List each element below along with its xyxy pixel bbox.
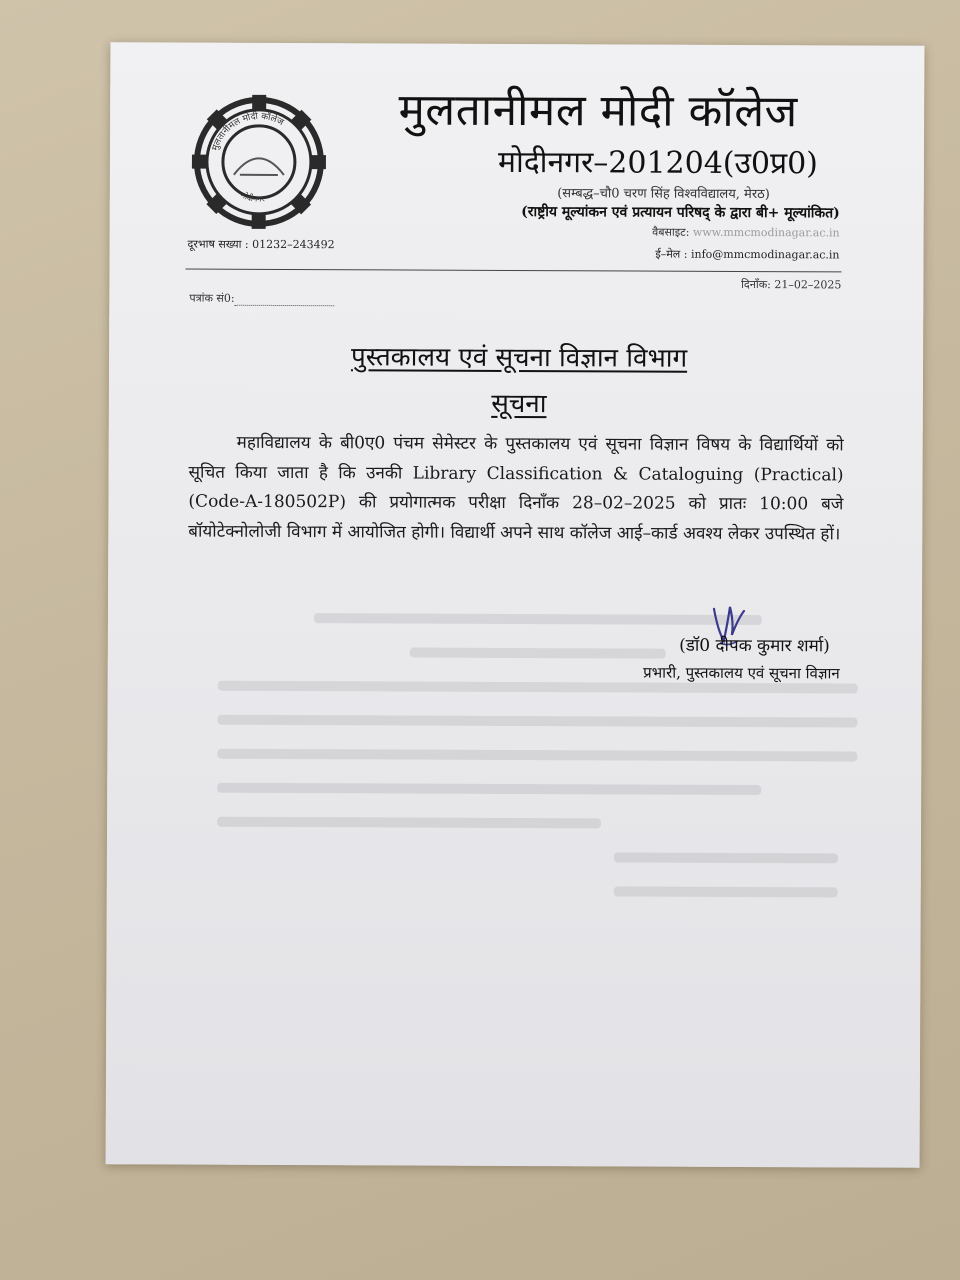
phone-label: दूरभाष सख्या :: [187, 237, 249, 251]
website-label: वैबसाइट:: [652, 225, 690, 239]
college-city-line: मोदीनगर–201204(उ0प्र0): [498, 144, 819, 182]
affiliation-line: (सम्बद्ध–चौ0 चरण सिंह विश्वविद्यालय, मेरठ): [557, 186, 770, 203]
notice-heading: सूचना: [491, 388, 547, 420]
signatory-title: प्रभारी, पुस्तकालय एवं सूचना विज्ञान: [643, 663, 840, 683]
accreditation-line: (राष्ट्रीय मूल्यांकन एवं प्रत्यायन परिषद् के द्वारा बी+ मूल्यांकित): [521, 204, 840, 222]
website-link[interactable]: www.mmcmodinagar.ac.in: [692, 225, 840, 240]
signatory-name: (डॉ0 दीपक कुमार शर्मा): [679, 635, 830, 657]
header-divider: [185, 269, 841, 273]
email-label: ई–मेल :: [655, 247, 688, 261]
reference-line: [189, 291, 334, 307]
department-heading: पुस्तकालय एवं सूचना विज्ञान विभाग: [350, 342, 688, 374]
notice-body: महाविद्यालय के बी0ए0 पंचम सेमेस्टर के पुस्तकालय एवं सूचना विज्ञान विषय के विद्यार्थियों को सूचित किया जाता है कि उनकी Library Classification & Cataloguing (Practical) (Code-A-180502P) की प्रयोगात्मक परीक्षा दिनाँक 28–02–2025 को प्रातः 10:00 बजे बॉयोटेक्नोलोजी विभाग में आयोजित होगी। विद्यार्थी अपने साथ कॉलेज आई–कार्ड अवश्य लेकर उपस्थित हों।: [188, 432, 844, 544]
date-line: [609, 276, 841, 292]
phone-line: [188, 237, 335, 253]
logo-ring-top-text: मुलतानीमल मोदी कॉलेज: [210, 111, 285, 152]
date-value: 21–02–2025: [774, 278, 842, 292]
phone-value: 01232–243492: [252, 237, 335, 252]
notice-paper: [106, 42, 925, 1168]
website-line: [510, 224, 840, 240]
reference-label: पत्रांक सं0:: [189, 291, 235, 305]
email-link[interactable]: info@mmcmodinagar.ac.in: [690, 247, 840, 262]
reference-blank: [235, 305, 335, 306]
logo-ring-bottom-text: मोदीनगर: [239, 190, 266, 204]
college-logo: [184, 87, 335, 238]
date-label: दिनाँक:: [741, 277, 771, 292]
svg-text:मोदीनगर: [239, 189, 266, 203]
email-line: [510, 246, 840, 262]
college-name: मुलतानीमल मोदी कॉलेज: [398, 84, 798, 138]
